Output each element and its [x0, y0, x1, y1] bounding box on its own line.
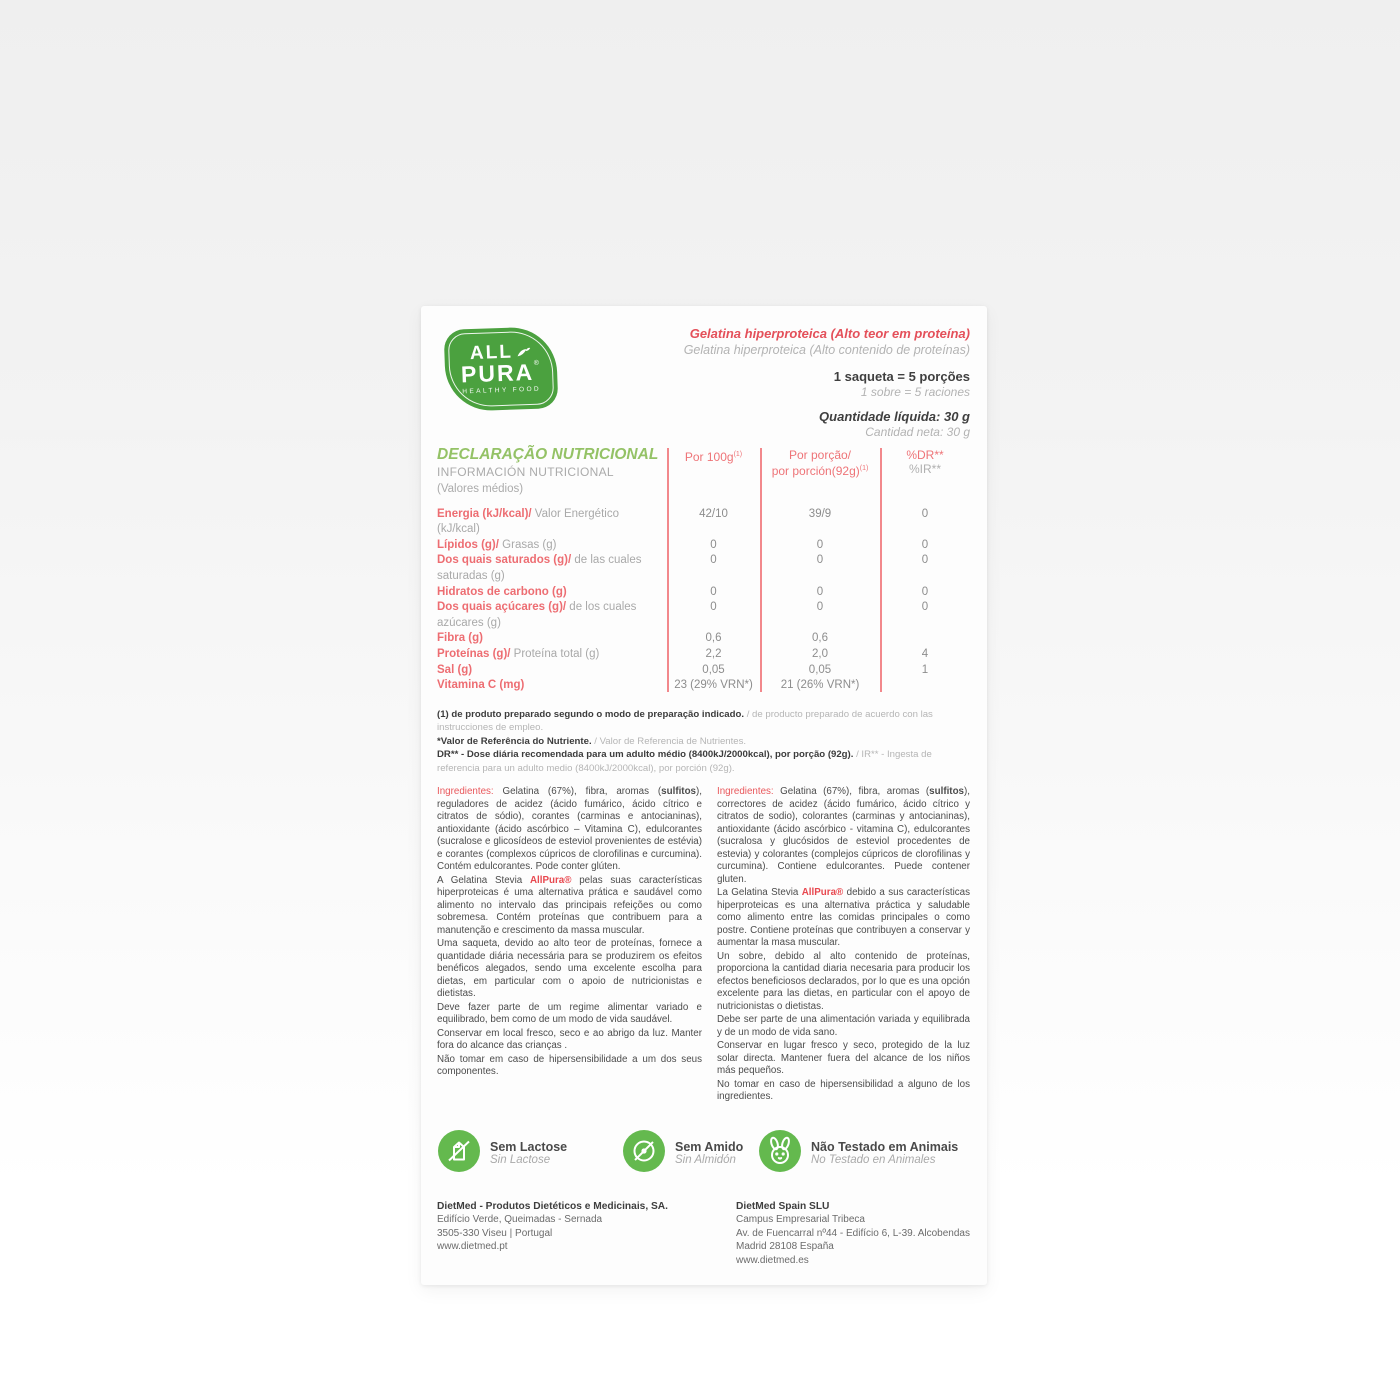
- table-divider-line: [760, 448, 762, 691]
- description-intro-es: La Gelatina Stevia AllPura® debido a sus características hiperproteicas es una alternativa práctica y saludable como alimento entre las comidas principales o como postre. Contiene proteínas que contribuyen a conservar y aumentar la masa muscular.: [717, 887, 971, 949]
- nutrition-title-pt: DECLARAÇÃO NUTRICIONAL: [437, 446, 659, 464]
- company-name-es: DietMed Spain SLU: [736, 1200, 830, 1212]
- brand-name-all: ALL: [469, 341, 514, 365]
- nutrition-title-note: (Valores médios): [437, 482, 524, 495]
- net-quantity-es: Cantidad neta: 30 g: [865, 425, 970, 440]
- address-line: Campus Empresarial Tribeca: [736, 1214, 865, 1226]
- value-protein-portion: 2,0: [812, 647, 828, 660]
- value-energy-dr: 0: [921, 507, 929, 520]
- value-sugars-dr: 0: [921, 601, 929, 614]
- column-portuguese: [437, 786, 702, 1105]
- footnote-line: DR** - Dose diária recomendada para um adulto médio (8400kJ/2000kcal), por porção (92g). / IR** - Ingesta de referencia para un adulto medio (8400kJ/2000kcal), por porción (92g).: [437, 749, 932, 774]
- nutrient-row-salt: Sal (g): [437, 663, 473, 676]
- value-protein-dr: 4: [921, 647, 929, 660]
- address-line: Edifício Verde, Queimadas - Sernada: [437, 1214, 603, 1226]
- nutrient-row-saturates: Dos quais saturados (g)/ de las cuales saturadas (g): [437, 554, 642, 582]
- brand-logo-line2: [460, 358, 542, 388]
- value-sugars-portion: 0: [816, 601, 824, 614]
- nutrient-row-energy: Energia (kJ/kcal)/ Valor Energético (kJ/kcal): [437, 507, 619, 536]
- value-fibre-portion: 0,6: [812, 632, 828, 645]
- table-divider-line: [880, 448, 882, 691]
- product-title-pt: Gelatina hiperproteica (Alto teor em proteína): [689, 326, 970, 341]
- badge-title: Não Testado em Animais: [811, 1139, 959, 1154]
- footnotes: [437, 708, 970, 776]
- description-paragraph-pt: Deve fazer parte de um regime alimentar variado e equilibrado, bem como de um modo de vida saudável.: [437, 1001, 702, 1026]
- brand-name-pura: PURA: [460, 358, 535, 388]
- badge-subtitle: Sin Lactose: [490, 1153, 551, 1166]
- registered-mark: ®: [533, 359, 542, 367]
- value-vitamin-c-portion: 21 (26% VRN*): [780, 679, 860, 692]
- brand-tagline: HEALTHY FOOD: [462, 385, 542, 396]
- description-paragraph-es: Conservar en lugar fresco y seco, protegido de la luz solar directa. Mantener fuera del alcance de los niños más pequeños.: [717, 1040, 970, 1077]
- col-header-per-100g: Por $100g^{(1)}$: [684, 450, 743, 465]
- value-carbohydrate-portion: 0: [816, 585, 824, 598]
- nutrient-row-fibre: Fibra (g): [437, 632, 483, 645]
- net-quantity-pt: Quantidade líquida: 30 g: [819, 409, 970, 425]
- no-starch-icon: [622, 1129, 666, 1178]
- value-saturates-100g: 0: [710, 554, 717, 567]
- table-divider-line: [667, 448, 669, 691]
- value-fibre-100g: 0,6: [705, 632, 722, 645]
- column-spanish: [717, 786, 970, 1105]
- value-carbohydrate-dr: 0: [921, 585, 929, 598]
- badge-title: Sem Amido: [675, 1139, 744, 1154]
- value-sugars-100g: 0: [710, 601, 717, 614]
- brand-logo: [444, 326, 559, 412]
- servings-es: 1 sobre = 5 raciones: [860, 385, 970, 400]
- value-saturates-portion: 0: [816, 554, 824, 567]
- description-paragraph-es: Un sobre, debido al alto contenido de proteínas, proporciona la cantidad diaria necesaria para producir los efectos beneficiosos declarados, por lo que es una opción excelente para las dietas, en particular con el apoyo de nutricionistas o dietistas.: [717, 950, 970, 1012]
- not-tested-on-animals-badge: [758, 1129, 970, 1178]
- manufacturer-address-pt: [437, 1200, 717, 1268]
- value-vitamin-c-100g: 23 (29% VRN*): [674, 679, 753, 692]
- manufacturer-address-es: [717, 1200, 970, 1268]
- footnote-line: *Valor de Referência do Nutriente. / Valor de Referencia de Nutrientes.: [437, 735, 747, 747]
- not-tested-on-animals-icon: [758, 1129, 802, 1178]
- description-paragraph-es: Debe ser parte de una alimentación variada y equilibrada y de un modo de vida sano.: [717, 1014, 970, 1038]
- value-vitamin-c-dr: [880, 678, 970, 694]
- no-starch-badge: [622, 1129, 758, 1178]
- value-fibre-dr: [880, 631, 970, 647]
- ingredients-paragraph-pt: Ingredientes: Gelatina (67%), fibra, aromas (sulfitos), reguladores de acidez (ácido fumárico, ácido cítrico e citratos de sódio), corantes (carminas e antocianinas), antioxidante (ácido ascórbico – Vitamina C), edulcorantes (sucralose e glicosídeos de esteviol provenientes de estévia) e corantes (complexos cúpricos de clorofilinas e curcumina). Contém edulcorantes. Pode conter glúten.: [437, 786, 702, 873]
- col-header-dr-ir: %DR** %IR**: [906, 448, 944, 477]
- package-back-panel: [421, 306, 987, 1285]
- address-line: 3505-330 Viseu | Portugal: [437, 1227, 553, 1239]
- website-es: www.dietmed.es: [736, 1254, 809, 1266]
- servings-pt: 1 saqueta = 5 porções: [833, 368, 970, 384]
- value-protein-100g: 2,2: [705, 647, 722, 660]
- value-salt-100g: 0,05: [702, 663, 725, 676]
- ingredients-paragraph-es: Ingredientes: Gelatina (67%), fibra, aromas (sulfitos), correctores de acidez (ácido fumárico, ácido cítrico y citratos de sodio), colorantes (carminas y antocianinas), antioxidante (ácido ascórbico - vitamina C), edulcorantes (sucralosa y glucósidos de esteviol procedentes de estevia) y colorantes (complejos cúpricos de clorofilinas y curcumina). Contiene edulcorantes. Puede contener gluten.: [717, 786, 970, 885]
- value-energy-100g: 42/10: [699, 507, 728, 520]
- badge-subtitle: Sin Almidón: [675, 1153, 736, 1166]
- company-name-pt: DietMed - Produtos Dietéticos e Medicinais, SA.: [437, 1200, 668, 1212]
- no-lactose-badge: [437, 1129, 622, 1178]
- claim-badges: [437, 1129, 970, 1178]
- badge-title: Sem Lactose: [490, 1139, 568, 1154]
- nutrient-row-protein: Proteínas (g)/ Proteína total (g): [437, 647, 600, 660]
- value-salt-dr: 1: [921, 663, 929, 676]
- nutrient-row-sugars: Dos quais açúcares (g)/ de los cuales azúcares (g): [437, 601, 637, 629]
- manufacturer-addresses: [437, 1200, 970, 1268]
- address-line: Av. de Fuencarral nº44 - Edifício 6, L-39. Alcobendas: [736, 1227, 970, 1239]
- value-fat-portion: 0: [816, 538, 824, 551]
- description-paragraph-pt: Uma saqueta, devido ao alto teor de proteínas, fornece a quantidade diária necessária para se produzirem os efeitos benéficos alegados, sendo uma excelente escolha para dietas, em particular com o apoio de nutricionistas e dietistas.: [437, 938, 702, 1000]
- nutrient-row-vitamin-c: Vitamina C (mg): [437, 679, 525, 692]
- description-paragraph-pt: Conservar em local fresco, seco e ao abrigo da luz. Manter fora do alcance das crianças .: [437, 1027, 702, 1052]
- value-fat-100g: 0: [710, 538, 717, 551]
- nutrition-title-es: INFORMACIÓN NUTRICIONAL: [437, 465, 614, 480]
- value-carbohydrate-100g: 0: [710, 585, 717, 598]
- nutrient-row-fat: Lípidos (g)/ Grasas (g): [437, 538, 557, 551]
- description-paragraph-pt: Não tomar em caso de hipersensibilidade a um dos seus componentes.: [437, 1053, 702, 1078]
- badge-subtitle: No Testado en Animales: [811, 1153, 936, 1166]
- top-row: [437, 320, 970, 440]
- description-paragraph-es: No tomar en caso de hipersensibilidad a alguno de los ingredientes.: [717, 1078, 970, 1103]
- product-header: [684, 320, 970, 440]
- value-saturates-dr: 0: [921, 554, 929, 567]
- nutrient-row-carbohydrate: Hidratos de carbono (g): [437, 585, 567, 598]
- no-lactose-icon: [437, 1129, 481, 1178]
- value-energy-portion: 39/9: [808, 507, 832, 520]
- nutrition-declaration-heading: [437, 446, 667, 506]
- description-columns: [437, 786, 970, 1105]
- address-line: Madrid 28108 España: [736, 1241, 834, 1253]
- footnote-line: (1) de produto preparado segundo o modo de preparação indicado. / de producto preparado de acuerdo con las instrucciones de empleo.: [437, 708, 933, 734]
- website-pt: www.dietmed.pt: [437, 1241, 508, 1253]
- product-title-es: Gelatina hiperproteica (Alto contenido de proteínas): [683, 343, 970, 358]
- description-intro-pt: A Gelatina Stevia AllPura® pelas suas características hiperproteicas é uma alternativa prática e saudável como alimento no intervalo das principais refeições ou como sobremesa. Contém proteínas que contribuem para a manutenção e crescimento da massa muscular.: [437, 874, 702, 936]
- value-fat-dr: 0: [921, 538, 929, 551]
- nutrition-table: [437, 446, 970, 693]
- col-header-per-portion: Por porção/ por $porción(92g)^{(1)}$: [771, 448, 869, 479]
- value-salt-portion: 0,05: [808, 663, 832, 676]
